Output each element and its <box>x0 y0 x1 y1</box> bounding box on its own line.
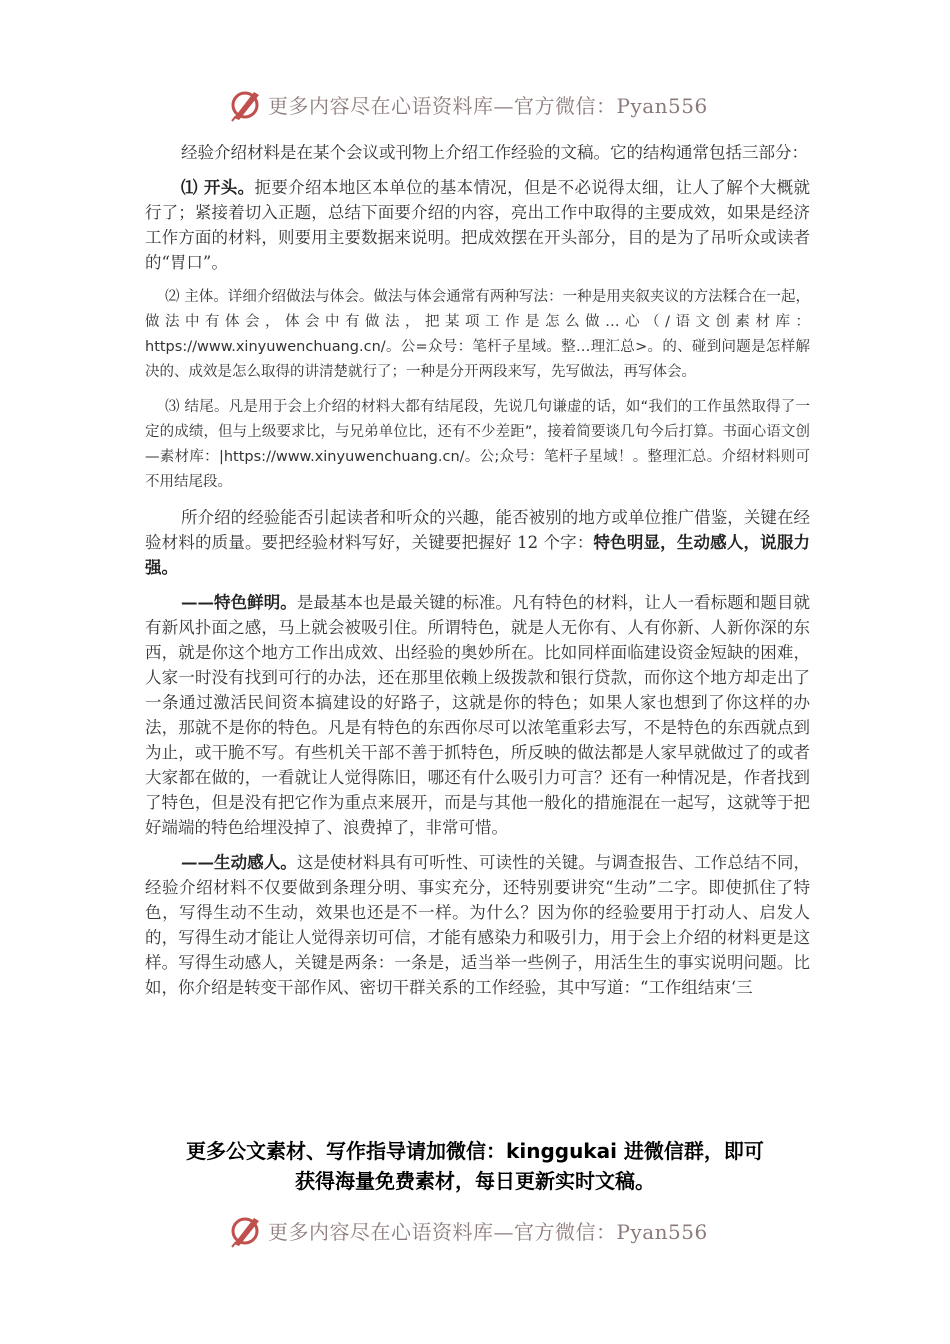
para4-text: 所介绍的经验能否引起读者和听众的兴趣，能否被别的地方或单位推广借鉴，关键在经验材料的质量。要把经验材料写好，关键要把握好 12 个字： <box>145 508 810 552</box>
para4-bold: 特色明显，生动感人，说服力强。 <box>145 533 811 577</box>
para5-paragraph <box>145 590 810 840</box>
part1-paragraph <box>145 175 810 275</box>
ad-line-1: 更多公文素材、写作指导请加微信：kinggukai 进微信群，即可 <box>186 1139 764 1163</box>
para5-label: ——特色鲜明。 <box>181 593 297 612</box>
part1-label: ⑴ 开头。 <box>181 178 255 197</box>
para6-label: ——生动感人。 <box>181 853 297 872</box>
pen-logo-icon <box>228 1212 264 1248</box>
ad-line-2: 获得海量免费素材，每日更新实时文稿。 <box>295 1169 655 1193</box>
part2-paragraph: ⑵ 主体。详细介绍做法与体会。做法与体会通常有两种写法：一种是用夹叙夹议的方法糅合在一起，做法中有体会，体会中有做法，把某项工作是怎么做…心（/语文创素材库：https://www.xinyuwenchuang.cn/。公=众号：笔杆子星域。整…理汇总>。的、碰到问题是怎样解决的、成效是怎么取得的讲清楚就行了；一种是分开两段来写，先写做法，再写体会。 <box>145 289 810 380</box>
para4-paragraph <box>145 505 810 580</box>
header-banner <box>228 86 748 122</box>
pen-logo-icon <box>228 86 264 122</box>
part1-text: 扼要介绍本地区本单位的基本情况，但是不必说得太细，让人了解个大概就行了；紧接着切入正题，总结下面要介绍的内容，亮出工作中取得的主要成效，如果是经济工作方面的材料，则要用主要数据来说明。把成效摆在开头部分，目的是为了吊听众或读者的“胃口”。 <box>145 178 810 272</box>
article-body <box>145 140 810 1010</box>
intro-paragraph: 经验介绍材料是在某个会议或刊物上介绍工作经验的文稿。它的结构通常包括三部分： <box>181 143 808 162</box>
footer-banner <box>228 1212 748 1248</box>
wechat-ad <box>120 1136 830 1196</box>
footer-text: 更多内容尽在心语资料库—官方微信：Pyan556 <box>268 1219 708 1244</box>
part3-paragraph: ⑶ 结尾。凡是用于会上介绍的材料大都有结尾段，先说几句谦虚的话，如“我们的工作虽然取得了一定的成绩，但与上级要求比，与兄弟单位比，还有不少差距”，接着简要谈几句今后打算。书面心语文创—素材库：|https://www.xinyuwenchuang.cn/。公;众号：笔杆子星域！。整理汇总。介绍材料则可不用结尾段。 <box>145 399 810 490</box>
para6-paragraph <box>145 850 810 1000</box>
para6-text: 这是使材料具有可听性、可读性的关键。与调查报告、工作总结不同，经验介绍材料不仅要做到条理分明、事实充分，还特别要讲究“生动”二字。即使抓住了特色，写得生动不生动，效果也还是不一样。为什么？因为你的经验要用于打动人、启发人的，写得生动才能让人觉得亲切可信，才能有感染力和吸引力，用于会上介绍的材料更是这样。写得生动感人，关键是两条：一条是，适当举一些例子，用活生生的事实说明问题。比如，你介绍是转变干部作风、密切干群关系的工作经验，其中写道：“工作组结束‘三 <box>145 853 811 997</box>
header-text: 更多内容尽在心语资料库—官方微信：Pyan556 <box>268 93 708 118</box>
para5-text: 是最基本也是最关键的标准。凡有特色的材料，让人一看标题和题目就有新风扑面之感，马上就会被吸引住。所谓特色，就是人无你有、人有你新、人新你深的东西，就是你这个地方工作出成效、出经验的奥妙所在。比如同样面临建设资金短缺的困难，人家一时没有找到可行的办法，还在那里依赖上级拨款和银行贷款，而你这个地方却走出了一条通过激活民间资本搞建设的好路子，这就是你的特色；如果人家也想到了你这样的办法，那就不是你的特色。凡是有特色的东西你尽可以浓笔重彩去写，不是特色的东西就点到为止，或干脆不写。有些机关干部不善于抓特色，所反映的做法都是人家早就做过了的或者大家都在做的，一看就让人觉得陈旧，哪还有什么吸引力可言？还有一种情况是，作者找到了特色，但是没有把它作为重点来展开，而是与其他一般化的措施混在一起写，这就等于把好端端的特色给埋没掉了、浪费掉了，非常可惜。 <box>145 593 811 837</box>
